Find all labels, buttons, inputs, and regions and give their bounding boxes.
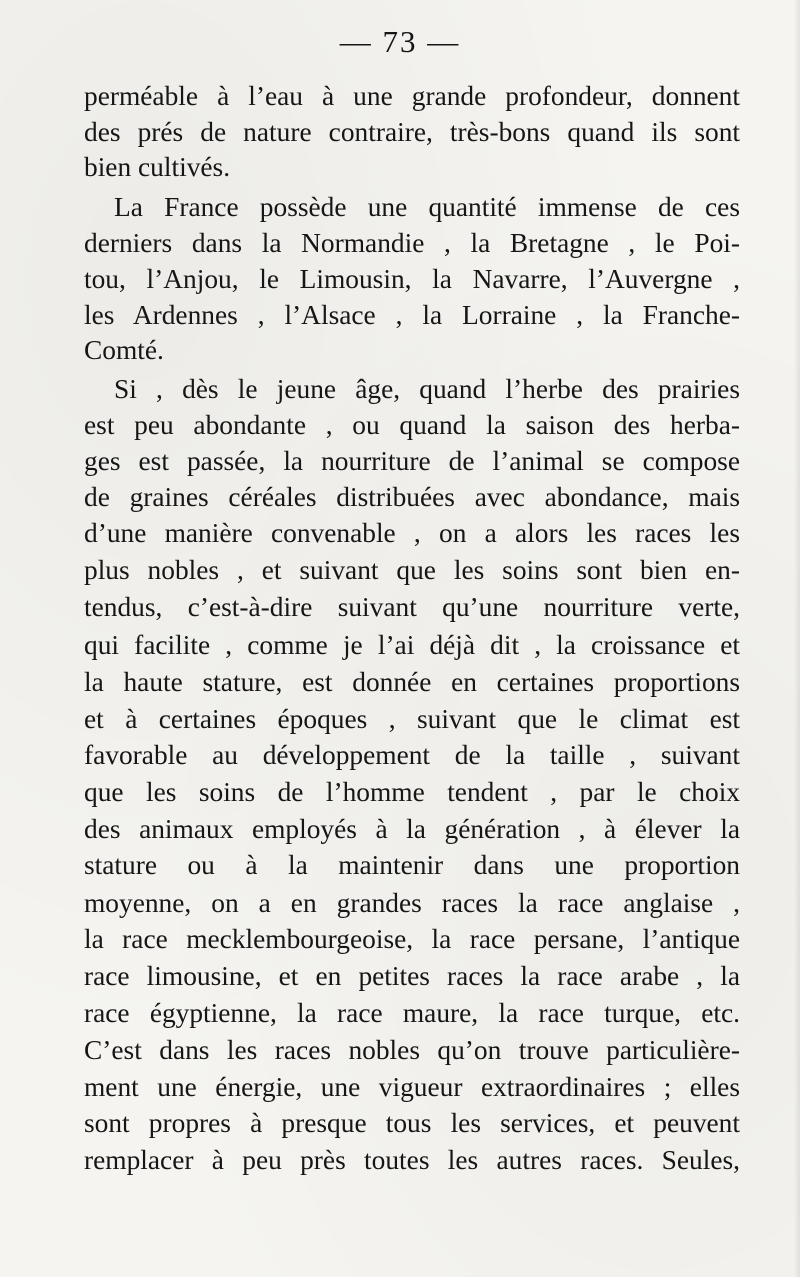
text-line: favorable au développement de la taille , suivant: [84, 740, 740, 770]
text-line: moyenne, on a en grandes races la race anglaise ,: [84, 888, 740, 918]
page-edge-shadow: [794, 0, 800, 1277]
text-line: Comté.: [84, 335, 164, 365]
text-line: les Ardennes , l’Alsace , la Lorraine , la Franche-: [84, 300, 740, 330]
text-line: remplacer à peu près toutes les autres races. Seules,: [84, 1145, 740, 1175]
text-line: est peu abondante , ou quand la saison des herba-: [84, 410, 740, 440]
page-number: — 73 —: [339, 24, 461, 59]
text-line: et à certaines époques , suivant que le climat est: [84, 704, 740, 734]
text-line: de graines céréales distribuées avec abondance, mais: [84, 482, 740, 512]
text-line: tou, l’Anjou, le Limousin, la Navarre, l’Auvergne ,: [84, 264, 740, 294]
text-line: C’est dans les races nobles qu’on trouve particulière-: [84, 1035, 740, 1065]
text-line: race limousine, et en petites races la race arabe , la: [84, 961, 740, 991]
text-line: ges est passée, la nourriture de l’animal se compose: [84, 446, 740, 476]
text-line: qui facilite , comme je l’ai déjà dit , la croissance et: [84, 630, 740, 660]
text-line: bien cultivés.: [84, 152, 231, 182]
text-line: La France possède une quantité immense de ces: [114, 192, 740, 222]
text-line: des prés de nature contraire, très-bons quand ils sont: [84, 117, 740, 147]
text-line: derniers dans la Normandie , la Bretagne , le Poi-: [84, 228, 740, 258]
text-line: stature ou à la maintenir dans une proportion: [84, 850, 740, 880]
text-line: plus nobles , et suivant que les soins sont bien en-: [84, 555, 740, 585]
text-line: ment une énergie, une vigueur extraordinaires ; elles: [84, 1072, 740, 1102]
text-line: d’une manière convenable , on a alors les races les: [84, 518, 740, 548]
text-line: la haute stature, est donnée en certaines proportions: [84, 667, 740, 697]
text-line: race égyptienne, la race maure, la race turque, etc.: [84, 998, 740, 1028]
text-line: tendus, c’est-à-dire suivant qu’une nourriture verte,: [84, 592, 740, 622]
text-line: Si , dès le jeune âge, quand l’herbe des prairies: [114, 374, 740, 404]
text-line: sont propres à presque tous les services, et peuvent: [84, 1108, 740, 1138]
text-line: des animaux employés à la génération , à élever la: [84, 814, 740, 844]
text-line: perméable à l’eau à une grande profondeur, donnent: [84, 81, 740, 111]
text-line: la race mecklembourgeoise, la race persane, l’antique: [84, 924, 740, 954]
text-line: que les soins de l’homme tendent , par le choix: [84, 777, 740, 807]
